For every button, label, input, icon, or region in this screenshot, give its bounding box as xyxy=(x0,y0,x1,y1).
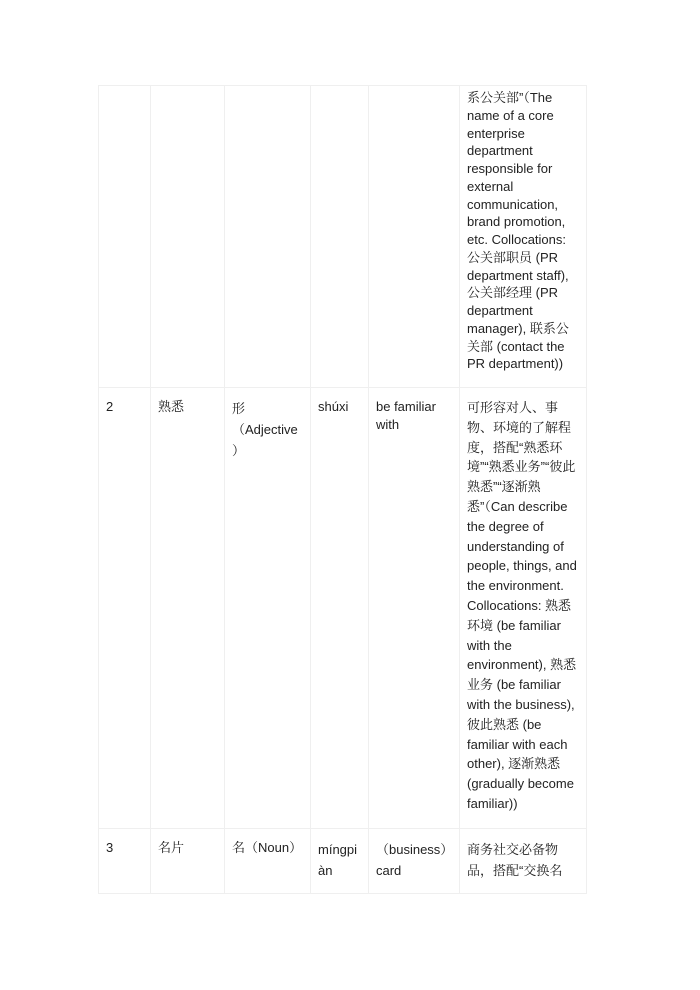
cell-part-of-speech: 名（Noun） xyxy=(225,828,311,893)
table-row xyxy=(99,86,587,388)
cell-pinyin: míngpiàn xyxy=(311,828,369,893)
vocabulary-table xyxy=(98,85,587,894)
cell-meaning: be familiar with xyxy=(369,388,460,829)
cell-number: 3 xyxy=(99,828,151,893)
cell-word xyxy=(151,86,225,388)
table-row xyxy=(99,388,587,829)
cell-meaning: （business）card xyxy=(369,828,460,893)
cell-usage-notes: 可形容对人、事物、环境的了解程度，搭配“熟悉环境”“熟悉业务”“彼此熟悉”“逐渐熟悉”（Can describe the degree of understanding of people, things, and the environment. Collocations: 熟悉环境 (be familiar with the environment), 熟悉业务 (be familiar with the business), 彼此熟悉 (be familiar with each other), 逐渐熟悉 (gradually become familiar)) xyxy=(460,388,587,829)
cell-pinyin: shúxi xyxy=(311,388,369,829)
table-row xyxy=(99,828,587,893)
cell-usage-notes: 商务社交必备物品，搭配“交换名 xyxy=(460,828,587,893)
cell-number xyxy=(99,86,151,388)
cell-word: 熟悉 xyxy=(151,388,225,829)
cell-pinyin xyxy=(311,86,369,388)
cell-part-of-speech xyxy=(225,86,311,388)
cell-number: 2 xyxy=(99,388,151,829)
cell-usage-notes: 系公关部”（The name of a core enterprise department responsible for external communication, brand promotion, etc. Collocations: 公关部职员 (PR department staff), 公关部经理 (PR department manager), 联系公关部 (contact the PR department)) xyxy=(460,86,587,388)
cell-part-of-speech: 形（Adjective） xyxy=(225,388,311,829)
cell-word: 名片 xyxy=(151,828,225,893)
cell-meaning xyxy=(369,86,460,388)
